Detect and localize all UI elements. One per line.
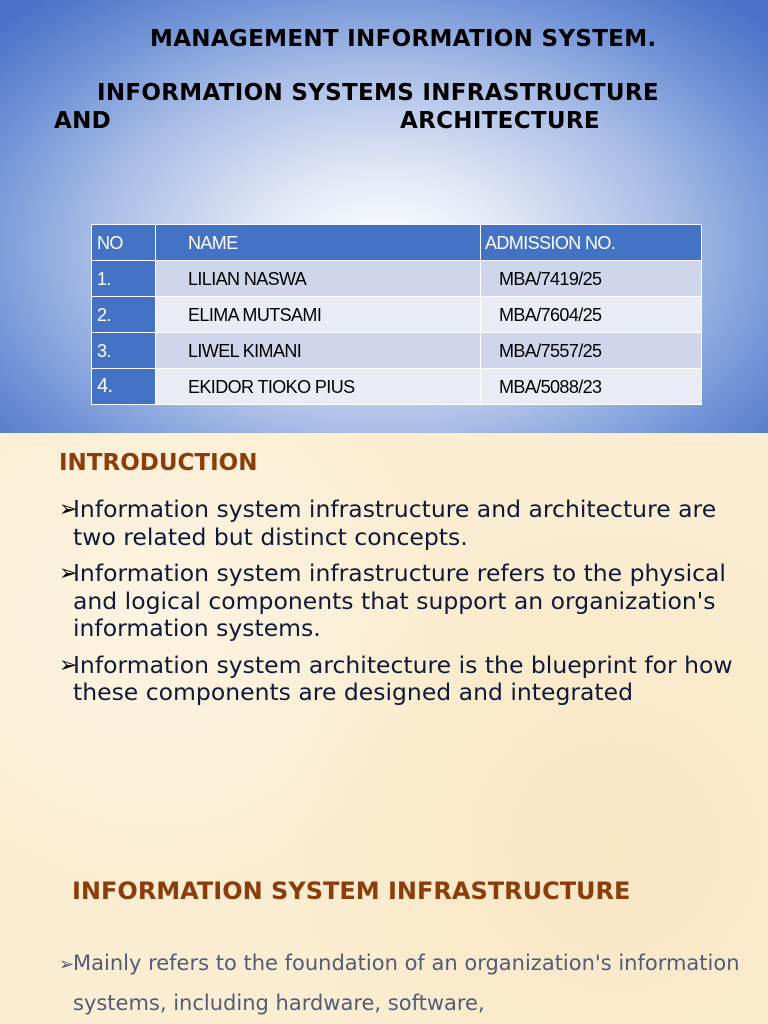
admission-number: MBA/7419/25 <box>481 261 702 297</box>
row-number: 2. <box>92 297 156 333</box>
topic-title-architecture: ARCHITECTURE <box>400 108 600 134</box>
column-header-admission: ADMISSION NO. <box>481 225 702 261</box>
members-table <box>91 224 702 405</box>
arrow-bullet-icon: ➢ <box>59 652 78 678</box>
member-name: ELIMA MUTSAMI <box>156 297 481 333</box>
list-item <box>59 652 749 707</box>
title-slide <box>0 0 768 433</box>
table-row <box>92 297 702 333</box>
bullet-text: Information system infrastructure refers to the physical and logical components that support an organization's information systems. <box>73 559 726 642</box>
content-slide <box>0 433 768 1024</box>
list-item <box>59 496 749 551</box>
infrastructure-text: Mainly refers to the foundation of an organization's information systems, including hardware, software, <box>73 951 740 1015</box>
admission-number: MBA/7604/25 <box>481 297 702 333</box>
infrastructure-paragraph <box>59 943 763 1023</box>
admission-number: MBA/7557/25 <box>481 333 702 369</box>
topic-title-line1: INFORMATION SYSTEMS INFRASTRUCTURE <box>97 80 659 106</box>
arrow-bullet-icon: ➢ <box>59 497 78 522</box>
introduction-bullet-list <box>59 496 749 716</box>
member-name: EKIDOR TIOKO PIUS <box>156 369 481 405</box>
admission-number: MBA/5088/23 <box>481 369 702 405</box>
list-item <box>59 560 749 643</box>
bullet-text: Information system infrastructure and architecture are two related but distinct concepts. <box>73 495 717 551</box>
arrow-bullet-icon: ➢ <box>59 954 75 975</box>
member-name: LILIAN NASWA <box>156 261 481 297</box>
member-name: LIWEL KIMANI <box>156 333 481 369</box>
infrastructure-heading: INFORMATION SYSTEM INFRASTRUCTURE <box>72 877 631 905</box>
column-header-name: NAME <box>156 225 481 261</box>
table-row <box>92 261 702 297</box>
topic-title-and: AND <box>54 108 112 134</box>
arrow-bullet-icon: ➢ <box>59 561 78 586</box>
table-header-row <box>92 225 702 261</box>
table-row <box>92 333 702 369</box>
row-number: 3. <box>92 333 156 369</box>
table-row <box>92 369 702 405</box>
bullet-text: Information system architecture is the blueprint for how these components are designed and integrated <box>73 650 733 706</box>
introduction-heading: INTRODUCTION <box>59 450 258 476</box>
row-number: 1. <box>92 261 156 297</box>
course-title: MANAGEMENT INFORMATION SYSTEM. <box>150 26 657 52</box>
column-header-no: NO <box>92 225 156 261</box>
row-number: 4. <box>92 369 156 405</box>
